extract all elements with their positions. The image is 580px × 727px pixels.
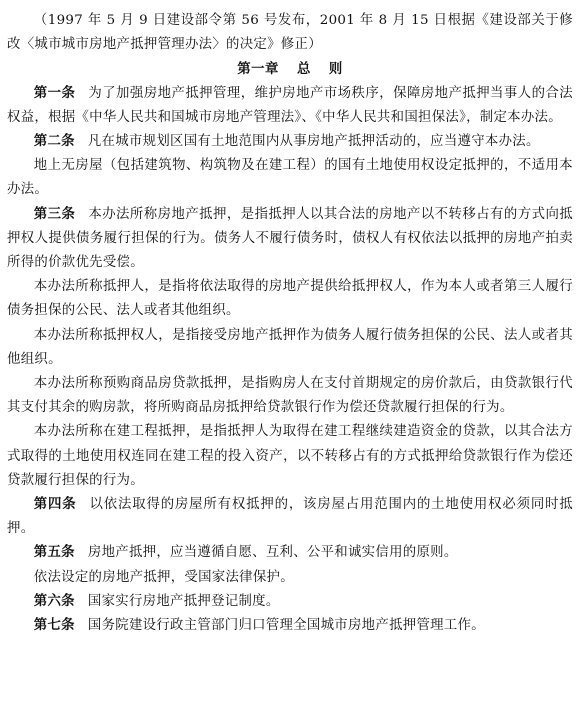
article-list bbox=[7, 82, 573, 639]
article-label: 第三条 bbox=[33, 206, 76, 222]
article-text: 本办法所称抵押人，是指将依法取得的房地产提供给抵押权人，作为本人或者第三人履行债务担保的公民、法人或者其他组织。 bbox=[7, 279, 573, 319]
article-text: 房地产抵押，应当遵循自愿、互利、公平和诚实信用的原则。 bbox=[87, 545, 458, 561]
article-paragraph bbox=[7, 566, 573, 590]
article-paragraph bbox=[7, 614, 573, 638]
article-paragraph bbox=[7, 154, 573, 202]
article-paragraph bbox=[7, 590, 573, 614]
article-label: 第七条 bbox=[33, 618, 75, 634]
article-label: 第六条 bbox=[33, 593, 75, 609]
article-text: 本办法所称房地产抵押，是指抵押人以其合法的房地产以不转移占有的方式向抵押权人提供债务履行担保的行为。债务人不履行债务时，债权人有权依法以抵押的房地产拍卖所得的价款优先受偿。 bbox=[7, 206, 573, 271]
chapter-title-part2: 则 bbox=[328, 61, 343, 78]
chapter-title-part1: 总 bbox=[296, 61, 311, 78]
article-text: 为了加强房地产抵押管理，维护房地产市场秩序，保障房地产抵押当事人的合法权益，根据《中华人民共和国城市房地产管理法》、《中华人民共和国担保法》，制定本办法。 bbox=[7, 85, 573, 125]
article-text: 本办法所称预购商品房贷款抵押，是指购房人在支付首期规定的房价款后，由贷款银行代其支付其余的购房款，将所购商品房抵押给贷款银行作为偿还贷款履行担保的行为。 bbox=[7, 376, 573, 416]
chapter-heading bbox=[7, 57, 573, 81]
chapter-number: 第一章 bbox=[237, 61, 279, 78]
article-paragraph bbox=[7, 203, 573, 276]
article-paragraph bbox=[7, 82, 573, 130]
article-text: 本办法所称抵押权人，是指接受房地产抵押作为债务人履行债务担保的公民、法人或者其他组织。 bbox=[7, 327, 573, 367]
article-text: 依法设定的房地产抵押，受国家法律保护。 bbox=[33, 569, 294, 585]
article-paragraph bbox=[7, 324, 573, 372]
article-text: 凡在城市规划区国有土地范围内从事房地产抵押活动的，应当遵守本办法。 bbox=[87, 134, 540, 150]
article-text: 本办法所称在建工程抵押，是指抵押人为取得在建工程继续建造资金的贷款，以其合法方式取得的土地使用权连同在建工程的投入资产，以不转移占有的方式抵押给贷款银行作为偿还贷款履行担保的行为。 bbox=[7, 424, 573, 488]
amendment-note: （1997 年 5 月 9 日建设部令第 56 号发布，2001 年 8 月 15 日根据《建设部关于修改〈城市城市房地产抵押管理办法〉的决定》修正） bbox=[7, 13, 573, 53]
article-paragraph bbox=[7, 420, 573, 493]
article-label: 第四条 bbox=[33, 497, 77, 513]
article-label: 第五条 bbox=[33, 545, 75, 561]
article-label: 第二条 bbox=[33, 134, 75, 150]
article-text: 国家实行房地产抵押登记制度。 bbox=[87, 593, 280, 609]
article-paragraph bbox=[7, 275, 573, 323]
article-label: 第一条 bbox=[33, 85, 76, 101]
article-text: 国务院建设行政主管部门归口管理全国城市房地产抵押管理工作。 bbox=[87, 618, 485, 634]
article-paragraph bbox=[7, 372, 573, 420]
document-page bbox=[7, 9, 573, 638]
article-paragraph bbox=[7, 541, 573, 565]
article-text: 以依法取得的房屋所有权抵押的，该房屋占用范围内的土地使用权必须同时抵押。 bbox=[7, 497, 573, 537]
article-paragraph bbox=[7, 493, 573, 541]
article-text: 地上无房屋（包括建筑物、构筑物及在建工程）的国有土地使用权设定抵押的，不适用本办法。 bbox=[7, 158, 573, 198]
article-paragraph bbox=[7, 130, 573, 154]
